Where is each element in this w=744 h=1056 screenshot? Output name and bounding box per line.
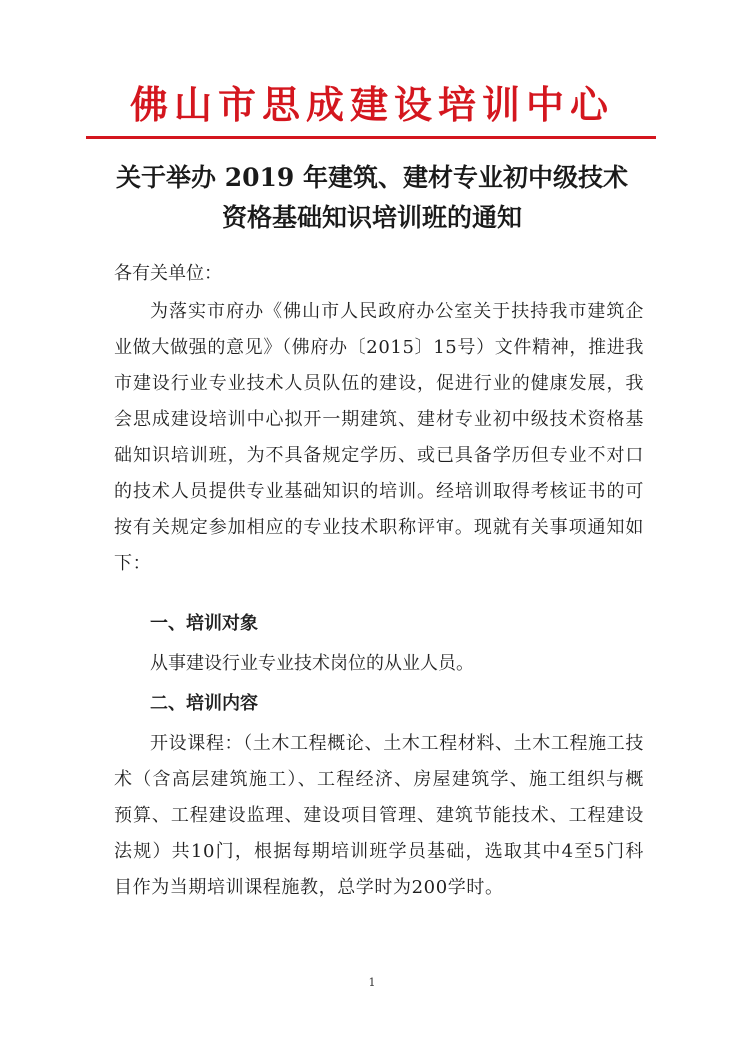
salutation: 各有关单位：	[114, 263, 222, 284]
organization-header: 佛山市思成建设培训中心	[129, 83, 614, 127]
notice-title	[60, 158, 684, 238]
intro-paragraph: 为落实市府办《佛山市人民政府办公室关于扶持我市建筑企业做大做强的意见》（佛府办〔2015〕15号）文件精神，推进我市建设行业专业技术人员队伍的建设，促进行业的健康发展，我会思成建设培训中心拟开一期建筑、建材专业初中级技术资格基础知识培训班，为不具备规定学历、或已具备学历但专业不对口的技术人员提供专业基础知识的培训。经培训取得考核证书的可按有关规定参加相应的专业技术职称评审。现就有关事项通知如下：	[114, 301, 644, 574]
section-2-heading: 二、培训内容	[150, 693, 258, 714]
page-number: 1	[368, 976, 376, 989]
notice-title-line-2: 资格基础知识培训班的通知	[221, 203, 522, 232]
section-2-body: 开设课程：（土木工程概论、土木工程材料、土木工程施工技术（含高层建筑施工）、工程经济、房屋建筑学、施工组织与概预算、工程建设监理、建设项目管理、建筑节能技术、工程建设法规）共10门，根据每期培训班学员基础，选取其中4至5门科目作为当期培训课程施教，总学时为200学时。	[114, 733, 644, 898]
section-1-heading: 一、培训对象	[150, 613, 258, 634]
notice-title-line-1: 关于举办 2019 年建筑、建材专业初中级技术	[116, 163, 628, 192]
header-divider-line	[86, 136, 656, 139]
section-1-body: 从事建设行业专业技术岗位的从业人员。	[150, 653, 474, 674]
